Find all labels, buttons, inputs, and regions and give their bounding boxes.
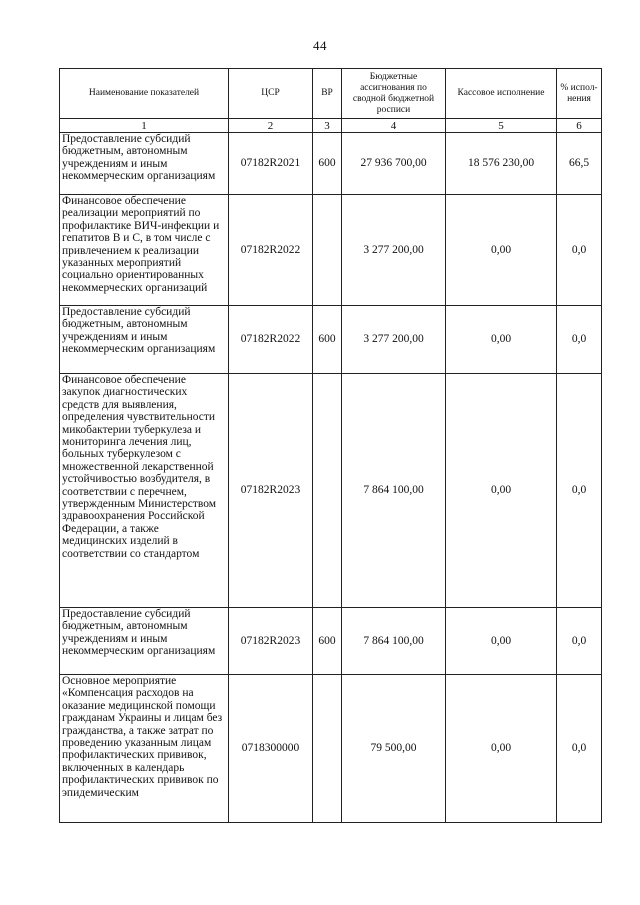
row-name: Предоставление субсидий бюджетным, автономным учреждениям и иным некоммерческим организациям [60, 306, 229, 374]
table-row [60, 374, 602, 608]
header-csr: ЦСР [229, 69, 313, 119]
row-assignments: 3 277 200,00 [342, 195, 446, 306]
row-csr: 07182R2023 [229, 608, 313, 675]
row-name: Основное мероприятие «Компенсация расходов на оказание медицинской помощи гражданам Украины и лицам без гражданства, а также затрат по проведению указанным лицам профилактических прививок, включенных в календарь профилактических прививок по эпидемическим [60, 675, 229, 823]
row-percent: 66,5 [557, 133, 602, 195]
column-number: 4 [342, 119, 446, 133]
row-percent: 0,0 [557, 608, 602, 675]
row-cash-execution: 0,00 [446, 374, 557, 608]
row-assignments: 3 277 200,00 [342, 306, 446, 374]
table-row [60, 608, 602, 675]
row-percent: 0,0 [557, 195, 602, 306]
column-number: 6 [557, 119, 602, 133]
row-percent: 0,0 [557, 374, 602, 608]
row-vr [313, 195, 342, 306]
row-vr: 600 [313, 306, 342, 374]
row-name: Финансовое обеспечение закупок диагностических средств для выявления, определения чувствительности микобактерии туберкулеза и мониторинга лечения лиц, больных туберкулезом с множественной лекарственной устойчивостью возбудителя, в соответствии с перечнем, утвержденным Министерством здравоохранения Российской Федерации, а также медицинских изделий в соответствии со стандартом [60, 374, 229, 608]
table-row [60, 133, 602, 195]
row-percent: 0,0 [557, 675, 602, 823]
table-row [60, 675, 602, 823]
row-csr: 07182R2022 [229, 306, 313, 374]
row-csr: 07182R2022 [229, 195, 313, 306]
row-assignments: 27 936 700,00 [342, 133, 446, 195]
header-name: Наименование показателей [60, 69, 229, 119]
header-vr: ВР [313, 69, 342, 119]
budget-execution-table [59, 68, 602, 823]
page-number: 44 [313, 38, 327, 53]
row-name: Финансовое обеспечение реализации мероприятий по профилактике ВИЧ-инфекции и гепатитов В и С, в том числе с привлечением к реализации указанных мероприятий социально ориентированных некоммерческих организаций [60, 195, 229, 306]
row-csr: 0718300000 [229, 675, 313, 823]
row-cash-execution: 0,00 [446, 306, 557, 374]
header-row [60, 69, 602, 119]
column-number: 3 [313, 119, 342, 133]
header-assignments: Бюджетные ассигнования по сводной бюджетной росписи [342, 69, 446, 119]
column-number-row [60, 119, 602, 133]
row-csr: 07182R2023 [229, 374, 313, 608]
row-assignments: 79 500,00 [342, 675, 446, 823]
row-vr: 600 [313, 608, 342, 675]
row-cash-execution: 18 576 230,00 [446, 133, 557, 195]
row-vr: 600 [313, 133, 342, 195]
row-vr [313, 675, 342, 823]
row-assignments: 7 864 100,00 [342, 374, 446, 608]
row-csr: 07182R2021 [229, 133, 313, 195]
column-number: 2 [229, 119, 313, 133]
row-name: Предоставление субсидий бюджетным, автономным учреждениям и иным некоммерческим организациям [60, 133, 229, 195]
table-row [60, 195, 602, 306]
row-name: Предоставление субсидий бюджетным, автономным учреждениям и иным некоммерческим организациям [60, 608, 229, 675]
row-assignments: 7 864 100,00 [342, 608, 446, 675]
row-cash-execution: 0,00 [446, 195, 557, 306]
table-row [60, 306, 602, 374]
row-cash-execution: 0,00 [446, 675, 557, 823]
row-cash-execution: 0,00 [446, 608, 557, 675]
row-vr [313, 374, 342, 608]
column-number: 1 [60, 119, 229, 133]
column-number: 5 [446, 119, 557, 133]
row-percent: 0,0 [557, 306, 602, 374]
header-cash-execution: Кассовое исполнение [446, 69, 557, 119]
header-percent: % испол-нения [557, 69, 602, 119]
